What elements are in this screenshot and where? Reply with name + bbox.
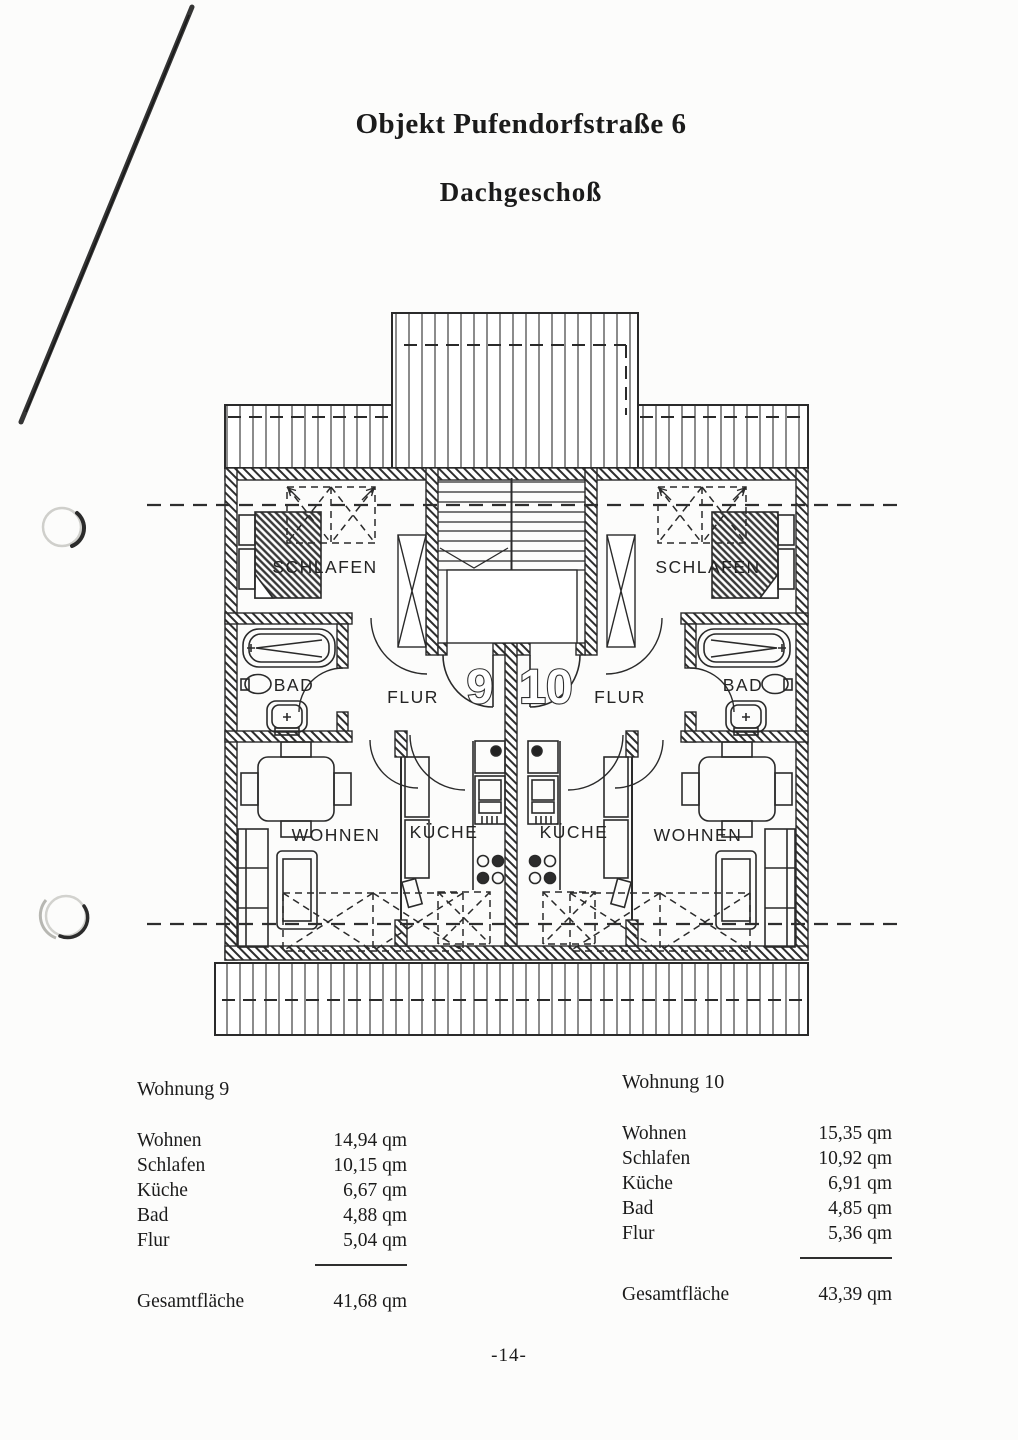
room-label-kueche-right: KÜCHE bbox=[539, 822, 609, 842]
document-subtitle: Dachgeschoß bbox=[439, 177, 603, 207]
row-value: 5,04 qm bbox=[343, 1230, 407, 1251]
table-row bbox=[622, 1146, 892, 1171]
table-row bbox=[622, 1196, 892, 1221]
room-kueche-left bbox=[402, 741, 505, 944]
row-label: Flur bbox=[622, 1223, 655, 1244]
table-row bbox=[137, 1178, 407, 1203]
skylight-box bbox=[570, 893, 750, 951]
room-schlafen-right bbox=[658, 487, 794, 598]
table-total-row bbox=[622, 1282, 892, 1307]
table-row bbox=[137, 1128, 407, 1153]
sum-divider bbox=[315, 1264, 407, 1266]
room-label-schlafen-right: SCHLAFEN bbox=[655, 557, 761, 577]
room-label-schlafen-left: SCHLAFEN bbox=[272, 557, 378, 577]
table-row bbox=[622, 1221, 892, 1246]
row-value: 10,15 qm bbox=[333, 1155, 407, 1176]
row-label: Wohnen bbox=[622, 1123, 687, 1144]
row-label: Schlafen bbox=[622, 1148, 691, 1169]
row-value: 4,88 qm bbox=[343, 1205, 407, 1226]
total-value: 43,39 qm bbox=[818, 1284, 892, 1305]
roof-dormer bbox=[392, 313, 638, 468]
hole-punch-bottom bbox=[40, 896, 87, 938]
row-value: 6,67 qm bbox=[343, 1180, 407, 1201]
row-label: Bad bbox=[137, 1205, 169, 1226]
room-kueche-right bbox=[528, 741, 631, 944]
row-label: Wohnen bbox=[137, 1130, 202, 1151]
table-title: Wohnung 10 bbox=[622, 1071, 725, 1093]
hole-punch-top bbox=[43, 508, 84, 546]
row-label: Küche bbox=[137, 1180, 188, 1201]
unit-number-10: 10 bbox=[519, 661, 573, 714]
apartment-table-wohnung-9 bbox=[137, 1078, 407, 1314]
apartment-table-wohnung-10 bbox=[622, 1071, 892, 1307]
table-row bbox=[137, 1153, 407, 1178]
table-row bbox=[137, 1228, 407, 1253]
room-schlafen-left bbox=[239, 487, 378, 598]
staircase bbox=[438, 478, 585, 643]
row-value: 5,36 qm bbox=[828, 1223, 892, 1244]
skylight-box bbox=[283, 893, 463, 951]
table-title: Wohnung 9 bbox=[137, 1078, 230, 1100]
row-value: 15,35 qm bbox=[818, 1123, 892, 1144]
row-label: Küche bbox=[622, 1173, 673, 1194]
page-number: -14- bbox=[491, 1345, 527, 1366]
sum-divider bbox=[800, 1257, 892, 1259]
room-label-flur-left: FLUR bbox=[387, 687, 439, 707]
row-label: Bad bbox=[622, 1198, 654, 1219]
room-label-flur-right: FLUR bbox=[594, 687, 646, 707]
total-value: 41,68 qm bbox=[333, 1291, 407, 1312]
row-value: 10,92 qm bbox=[818, 1148, 892, 1169]
total-label: Gesamtfläche bbox=[137, 1291, 245, 1312]
unit-number-9: 9 bbox=[466, 661, 494, 714]
table-row bbox=[137, 1203, 407, 1228]
table-row bbox=[622, 1171, 892, 1196]
room-label-wohnen-right: WOHNEN bbox=[653, 825, 743, 845]
room-label-wohnen-left: WOHNEN bbox=[291, 825, 381, 845]
total-label: Gesamtfläche bbox=[622, 1284, 730, 1305]
row-label: Flur bbox=[137, 1230, 170, 1251]
table-total-row bbox=[137, 1289, 407, 1314]
room-label-kueche-left: KÜCHE bbox=[409, 822, 479, 842]
row-label: Schlafen bbox=[137, 1155, 206, 1176]
row-value: 14,94 qm bbox=[333, 1130, 407, 1151]
scan-artifacts bbox=[21, 7, 192, 938]
room-label-bad-left: BAD bbox=[273, 675, 315, 695]
room-label-bad-right: BAD bbox=[722, 675, 764, 695]
document-title: Objekt Pufendorfstraße 6 bbox=[355, 108, 687, 140]
scan-streak-core bbox=[26, 15, 189, 412]
row-value: 6,91 qm bbox=[828, 1173, 892, 1194]
table-row bbox=[622, 1121, 892, 1146]
row-value: 4,85 qm bbox=[828, 1198, 892, 1219]
